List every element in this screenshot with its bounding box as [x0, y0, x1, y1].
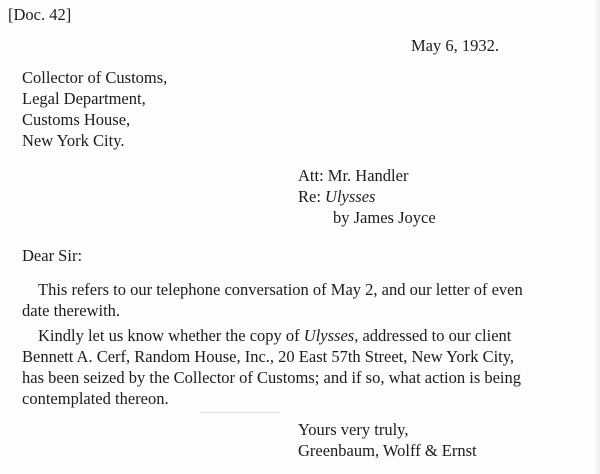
document-number: [Doc. 42]	[8, 5, 72, 24]
text-segment: , addressed to our client	[354, 326, 512, 345]
closing-block	[298, 419, 477, 461]
paragraph-line: Bennett A. Cerf, Random House, Inc., 20 East 57th Street, New York City,	[22, 347, 515, 366]
bleed-through-text	[368, 13, 372, 33]
book-title: Ulysses	[303, 326, 355, 345]
address-line: New York City.	[22, 131, 125, 150]
paragraph-line: has been seized by the Collector of Customs; and if so, what action is being	[22, 368, 522, 387]
address-line: Legal Department,	[22, 89, 146, 108]
attention-line: Att: Mr. Handler	[298, 166, 409, 185]
page-edge-shadow	[594, 0, 600, 474]
reference-line	[298, 186, 436, 207]
reference-prefix: Re:	[298, 187, 326, 206]
paragraph-line: contemplated thereon.	[22, 389, 169, 408]
text-segment: Kindly let us know whether the copy of	[38, 326, 304, 345]
letter-body	[22, 279, 586, 413]
reference-title: Ulysses	[325, 187, 376, 206]
salutation: Dear Sir:	[22, 246, 83, 265]
reference-author: by James Joyce	[333, 208, 436, 227]
letter-date: May 6, 1932.	[411, 36, 499, 55]
paragraph-line: This refers to our telephone conversation of May 2, and our letter of even	[38, 280, 523, 299]
valediction: Yours very truly,	[298, 420, 409, 439]
paragraph-2	[22, 325, 586, 409]
paragraph-1	[22, 279, 586, 321]
address-line: Customs House,	[22, 110, 131, 129]
paragraph-line	[22, 325, 586, 346]
recipient-address	[22, 67, 167, 151]
paragraph-line: date therewith.	[22, 301, 121, 320]
address-line: Collector of Customs,	[22, 68, 168, 87]
signature: Greenbaum, Wolff & Ernst	[298, 441, 477, 460]
attention-block	[298, 165, 436, 228]
